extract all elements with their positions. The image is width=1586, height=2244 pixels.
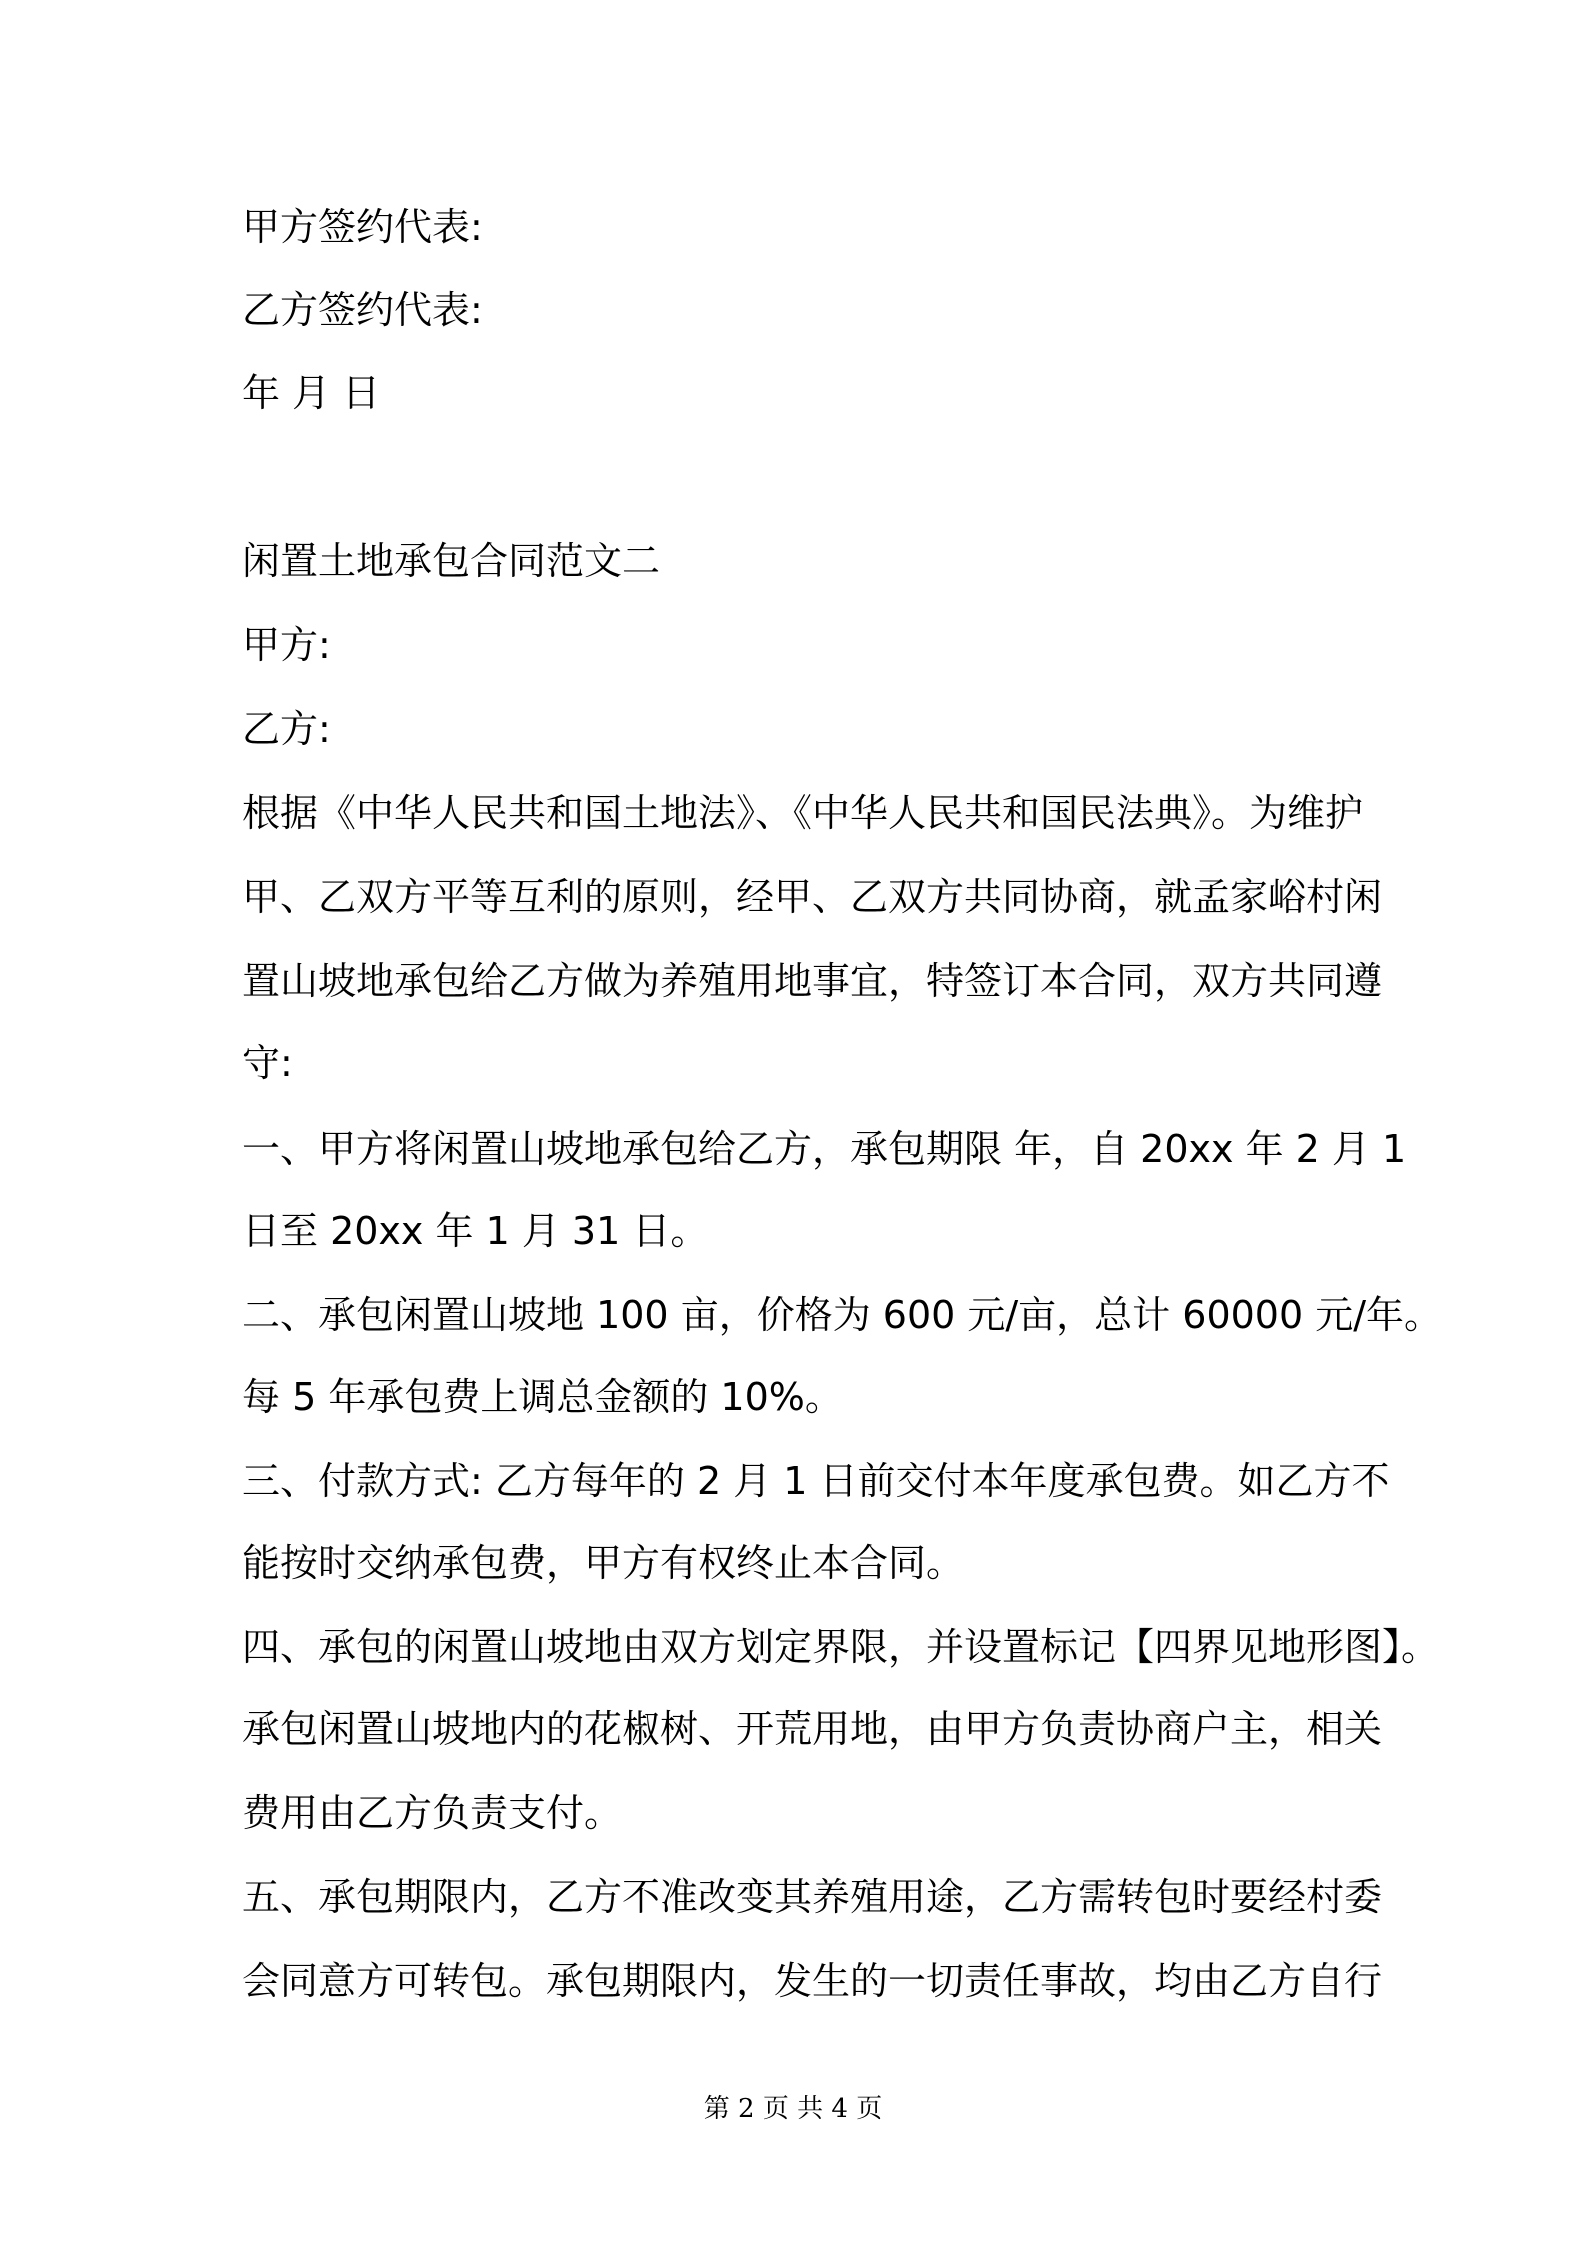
page-number: 第 2 页 共 4 页 [703, 2094, 883, 2124]
clause-5: 五、承包期限内，乙方不准改变其养殖用途，乙方需转包时要经村委 [242, 1875, 1383, 1919]
clause-1-cont: 日至 20xx 年 1 月 31 日。 [242, 1209, 709, 1253]
clause-2-cont: 每 5 年承包费上调总金额的 10%。 [242, 1375, 843, 1419]
party-b-line: 乙方: [242, 707, 331, 751]
clause-2: 二、承包闲置山坡地 100 亩，价格为 600 元/亩，总计 60000 元/年。 [242, 1293, 1443, 1337]
signatory-party-a: 甲方签约代表: [242, 205, 483, 249]
clause-3-cont: 能按时交纳承包费，甲方有权终止本合同。 [242, 1541, 965, 1585]
body-line: 置山坡地承包给乙方做为养殖用地事宜，特签订本合同，双方共同遵 [242, 959, 1383, 1003]
document-title: 闲置土地承包合同范文二 [242, 539, 661, 583]
signatory-party-b: 乙方签约代表: [242, 288, 483, 332]
clause-4-cont: 费用由乙方负责支付。 [242, 1791, 623, 1835]
clause-1: 一、甲方将闲置山坡地承包给乙方，承包期限 年，自 20xx 年 2 月 1 [242, 1127, 1407, 1171]
signature-date: 年 月 日 [242, 371, 381, 415]
body-line: 甲、乙双方平等互利的原则，经甲、乙双方共同协商，就孟家峪村闲 [242, 875, 1383, 919]
clause-4-cont: 承包闲置山坡地内的花椒树、开荒用地，由甲方负责协商户主，相关 [242, 1707, 1383, 1751]
clause-3: 三、付款方式: 乙方每年的 2 月 1 日前交付本年度承包费。如乙方不 [242, 1459, 1390, 1503]
clause-5-cont: 会同意方可转包。承包期限内，发生的一切责任事故，均由乙方自行 [242, 1959, 1383, 2003]
body-line: 守: [242, 1041, 293, 1085]
party-a-line: 甲方: [242, 623, 331, 667]
body-line: 根据《中华人民共和国土地法》、《中华人民共和国民法典》。为维护 [242, 791, 1364, 835]
clause-4: 四、承包的闲置山坡地由双方划定界限，并设置标记【四界见地形图】。 [242, 1625, 1440, 1669]
